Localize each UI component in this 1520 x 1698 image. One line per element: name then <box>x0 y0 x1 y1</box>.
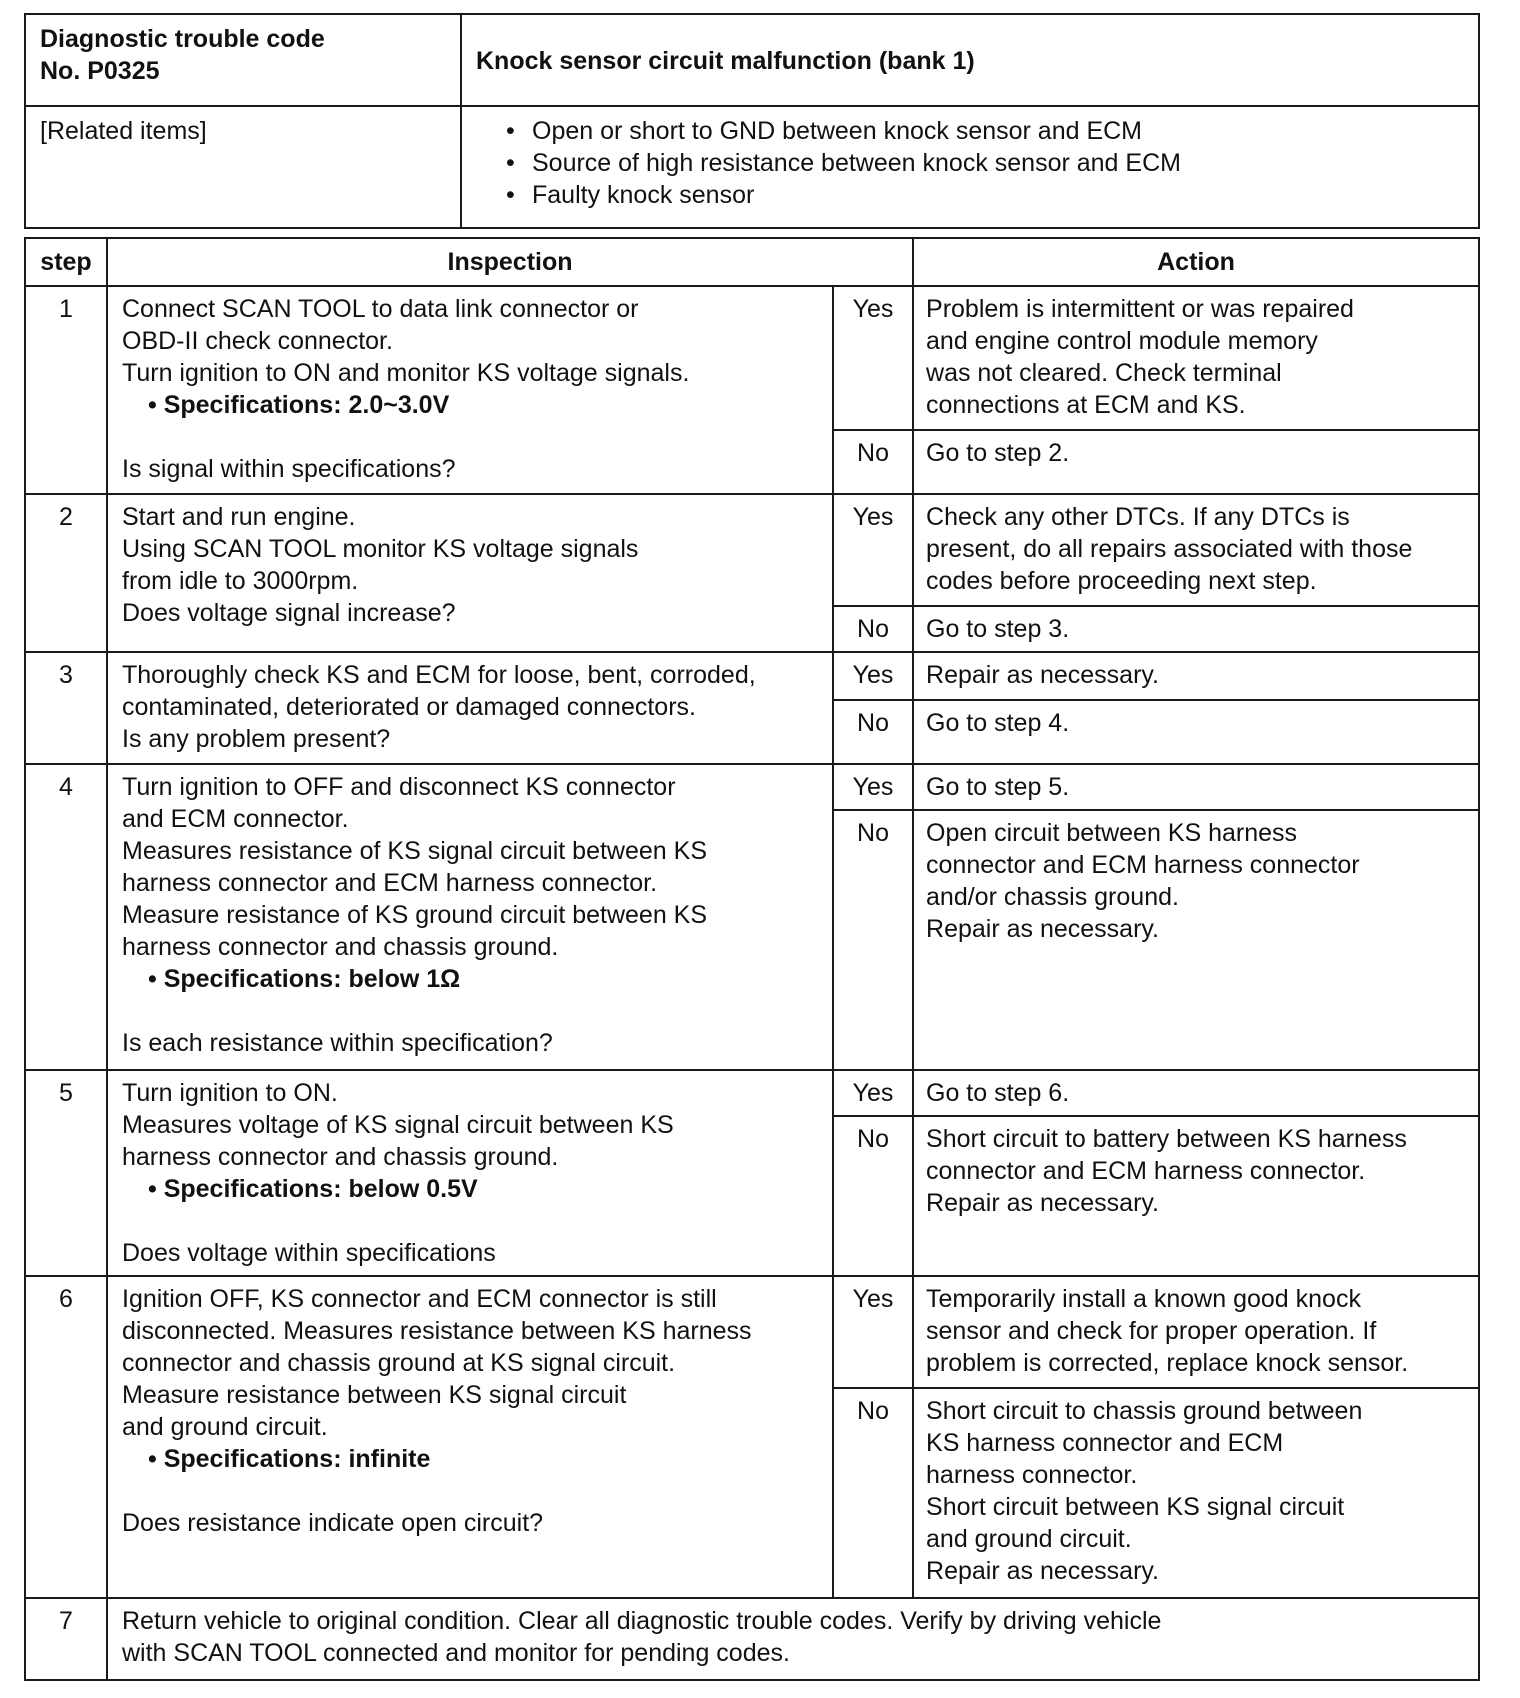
specification: • Specifications: 2.0~3.0V <box>148 391 450 419</box>
action-text: connector and ECM harness connector. <box>926 1157 1366 1185</box>
action-text: Temporarily install a known good knock <box>926 1285 1361 1313</box>
action-text: Short circuit to chassis ground between <box>926 1397 1363 1425</box>
related-item: • Open or short to GND between knock sensor and ECM <box>506 115 1464 147</box>
action-text: Go to step 5. <box>926 773 1070 801</box>
inspection-text: Turn ignition to ON and monitor KS voltage signals. <box>122 359 690 387</box>
related-item: • Source of high resistance between knock sensor and ECM <box>506 147 1464 179</box>
inspection-text: Measure resistance between KS signal circuit <box>122 1381 627 1409</box>
inspection-text: harness connector and chassis ground. <box>122 933 559 961</box>
specification: • Specifications: below 0.5V <box>148 1175 478 1203</box>
no-action-cell <box>913 606 1479 652</box>
no-label: No <box>833 1116 913 1276</box>
step-number: 2 <box>25 494 107 652</box>
table-row <box>25 764 1479 810</box>
inspection-cell <box>107 652 833 764</box>
action-text: and engine control module memory <box>926 327 1318 355</box>
inspection-text: and ground circuit. <box>122 1413 328 1441</box>
step-number: 3 <box>25 652 107 764</box>
step-number: 4 <box>25 764 107 1070</box>
table-row <box>25 494 1479 606</box>
action-text: KS harness connector and ECM <box>926 1429 1284 1457</box>
inspection-text: harness connector and ECM harness connector. <box>122 869 658 897</box>
no-label: No <box>833 1388 913 1598</box>
inspection-text: contaminated, deteriorated or damaged connectors. <box>122 693 696 721</box>
inspection-text: OBD-II check connector. <box>122 327 393 355</box>
column-header-action: Action <box>913 238 1479 286</box>
yes-action-cell <box>913 1276 1479 1388</box>
no-label: No <box>833 430 913 494</box>
inspection-question: Is each resistance within specification? <box>122 1029 553 1057</box>
inspection-text: Using SCAN TOOL monitor KS voltage signals <box>122 535 639 563</box>
related-items-cell <box>461 106 1479 228</box>
action-text: and/or chassis ground. <box>926 883 1179 911</box>
action-text: Short circuit between KS signal circuit <box>926 1493 1345 1521</box>
action-text: connections at ECM and KS. <box>926 391 1246 419</box>
no-label: No <box>833 606 913 652</box>
action-text: connector and ECM harness connector <box>926 851 1360 879</box>
step-number: 7 <box>25 1598 107 1680</box>
dtc-label: Diagnostic trouble code <box>40 25 325 53</box>
diagnostic-steps-table <box>24 237 1480 1681</box>
no-action-cell <box>913 1116 1479 1276</box>
column-header-inspection: Inspection <box>107 238 913 286</box>
action-text: Open circuit between KS harness <box>926 819 1298 847</box>
inspection-text: Is any problem present? <box>122 725 391 753</box>
inspection-cell <box>107 764 833 1070</box>
action-text: harness connector. <box>926 1461 1138 1489</box>
action-text: and ground circuit. <box>926 1525 1132 1553</box>
no-action-cell <box>913 430 1479 494</box>
inspection-text: with SCAN TOOL connected and monitor for pending codes. <box>122 1639 790 1667</box>
inspection-text: connector and chassis ground at KS signal circuit. <box>122 1349 676 1377</box>
action-text: Repair as necessary. <box>926 1189 1159 1217</box>
action-text: Repair as necessary. <box>926 915 1159 943</box>
inspection-text: Ignition OFF, KS connector and ECM connector is still <box>122 1285 717 1313</box>
inspection-question: Does resistance indicate open circuit? <box>122 1509 544 1537</box>
table-row <box>25 652 1479 700</box>
specification: • Specifications: below 1Ω <box>148 965 461 993</box>
inspection-text: harness connector and chassis ground. <box>122 1143 559 1171</box>
inspection-question: Is signal within specifications? <box>122 455 456 483</box>
step-number: 5 <box>25 1070 107 1276</box>
yes-action-cell <box>913 652 1479 700</box>
column-header-step: step <box>25 238 107 286</box>
inspection-text: Return vehicle to original condition. Clear all diagnostic trouble codes. Verify by driving vehicle <box>122 1607 1162 1635</box>
inspection-cell <box>107 1070 833 1276</box>
dtc-code-cell <box>25 14 461 106</box>
related-label-cell <box>25 106 461 228</box>
action-text: Go to step 6. <box>926 1079 1070 1107</box>
table-row <box>25 1276 1479 1388</box>
inspection-cell <box>107 1276 833 1598</box>
dtc-title: Knock sensor circuit malfunction (bank 1) <box>476 47 975 75</box>
action-text: Short circuit to battery between KS harness <box>926 1125 1407 1153</box>
related-item: • Faulty knock sensor <box>506 179 1464 211</box>
action-text: codes before proceeding next step. <box>926 567 1317 595</box>
yes-label: Yes <box>833 1276 913 1388</box>
specification: • Specifications: infinite <box>148 1445 431 1473</box>
yes-action-cell <box>913 286 1479 430</box>
yes-label: Yes <box>833 652 913 700</box>
inspection-text: Start and run engine. <box>122 503 356 531</box>
action-text: Repair as necessary. <box>926 1557 1159 1585</box>
inspection-text: Turn ignition to ON. <box>122 1079 338 1107</box>
inspection-text: Thoroughly check KS and ECM for loose, bent, corroded, <box>122 661 756 689</box>
inspection-text: disconnected. Measures resistance between KS harness <box>122 1317 752 1345</box>
yes-action-cell <box>913 494 1479 606</box>
inspection-cell <box>107 494 833 652</box>
action-text: Problem is intermittent or was repaired <box>926 295 1354 323</box>
action-text: Go to step 3. <box>926 615 1070 643</box>
yes-label: Yes <box>833 1070 913 1116</box>
inspection-text: Measures voltage of KS signal circuit between KS <box>122 1111 674 1139</box>
yes-label: Yes <box>833 494 913 606</box>
step-number: 1 <box>25 286 107 494</box>
no-label: No <box>833 700 913 764</box>
no-action-cell <box>913 700 1479 764</box>
dtc-number: No. P0325 <box>40 57 160 85</box>
inspection-text: Measures resistance of KS signal circuit between KS <box>122 837 707 865</box>
related-items-list <box>476 115 1464 211</box>
dtc-header-table <box>24 13 1480 229</box>
no-action-cell <box>913 1388 1479 1598</box>
action-text: Go to step 4. <box>926 709 1070 737</box>
table-row <box>25 1070 1479 1116</box>
action-text: Check any other DTCs. If any DTCs is <box>926 503 1350 531</box>
dtc-title-cell <box>461 14 1479 106</box>
inspection-text: and ECM connector. <box>122 805 349 833</box>
no-action-cell <box>913 810 1479 1070</box>
action-text: sensor and check for proper operation. If <box>926 1317 1377 1345</box>
table-row <box>25 1598 1479 1680</box>
yes-action-cell <box>913 764 1479 810</box>
yes-action-cell <box>913 1070 1479 1116</box>
action-text: Go to step 2. <box>926 439 1070 467</box>
yes-label: Yes <box>833 286 913 430</box>
action-text: was not cleared. Check terminal <box>926 359 1282 387</box>
inspection-text: Measure resistance of KS ground circuit between KS <box>122 901 708 929</box>
step-number: 6 <box>25 1276 107 1598</box>
action-text: Repair as necessary. <box>926 661 1159 689</box>
table-row <box>25 286 1479 430</box>
inspection-question: Does voltage within specifications <box>122 1239 496 1267</box>
inspection-text: Does voltage signal increase? <box>122 599 456 627</box>
inspection-text: from idle to 3000rpm. <box>122 567 359 595</box>
inspection-text: Turn ignition to OFF and disconnect KS connector <box>122 773 676 801</box>
action-text: problem is corrected, replace knock sensor. <box>926 1349 1409 1377</box>
inspection-text: Connect SCAN TOOL to data link connector or <box>122 295 639 323</box>
no-label: No <box>833 810 913 1070</box>
inspection-cell <box>107 1598 1479 1680</box>
action-text: present, do all repairs associated with those <box>926 535 1413 563</box>
yes-label: Yes <box>833 764 913 810</box>
related-items-label: [Related items] <box>40 117 207 145</box>
inspection-cell <box>107 286 833 494</box>
